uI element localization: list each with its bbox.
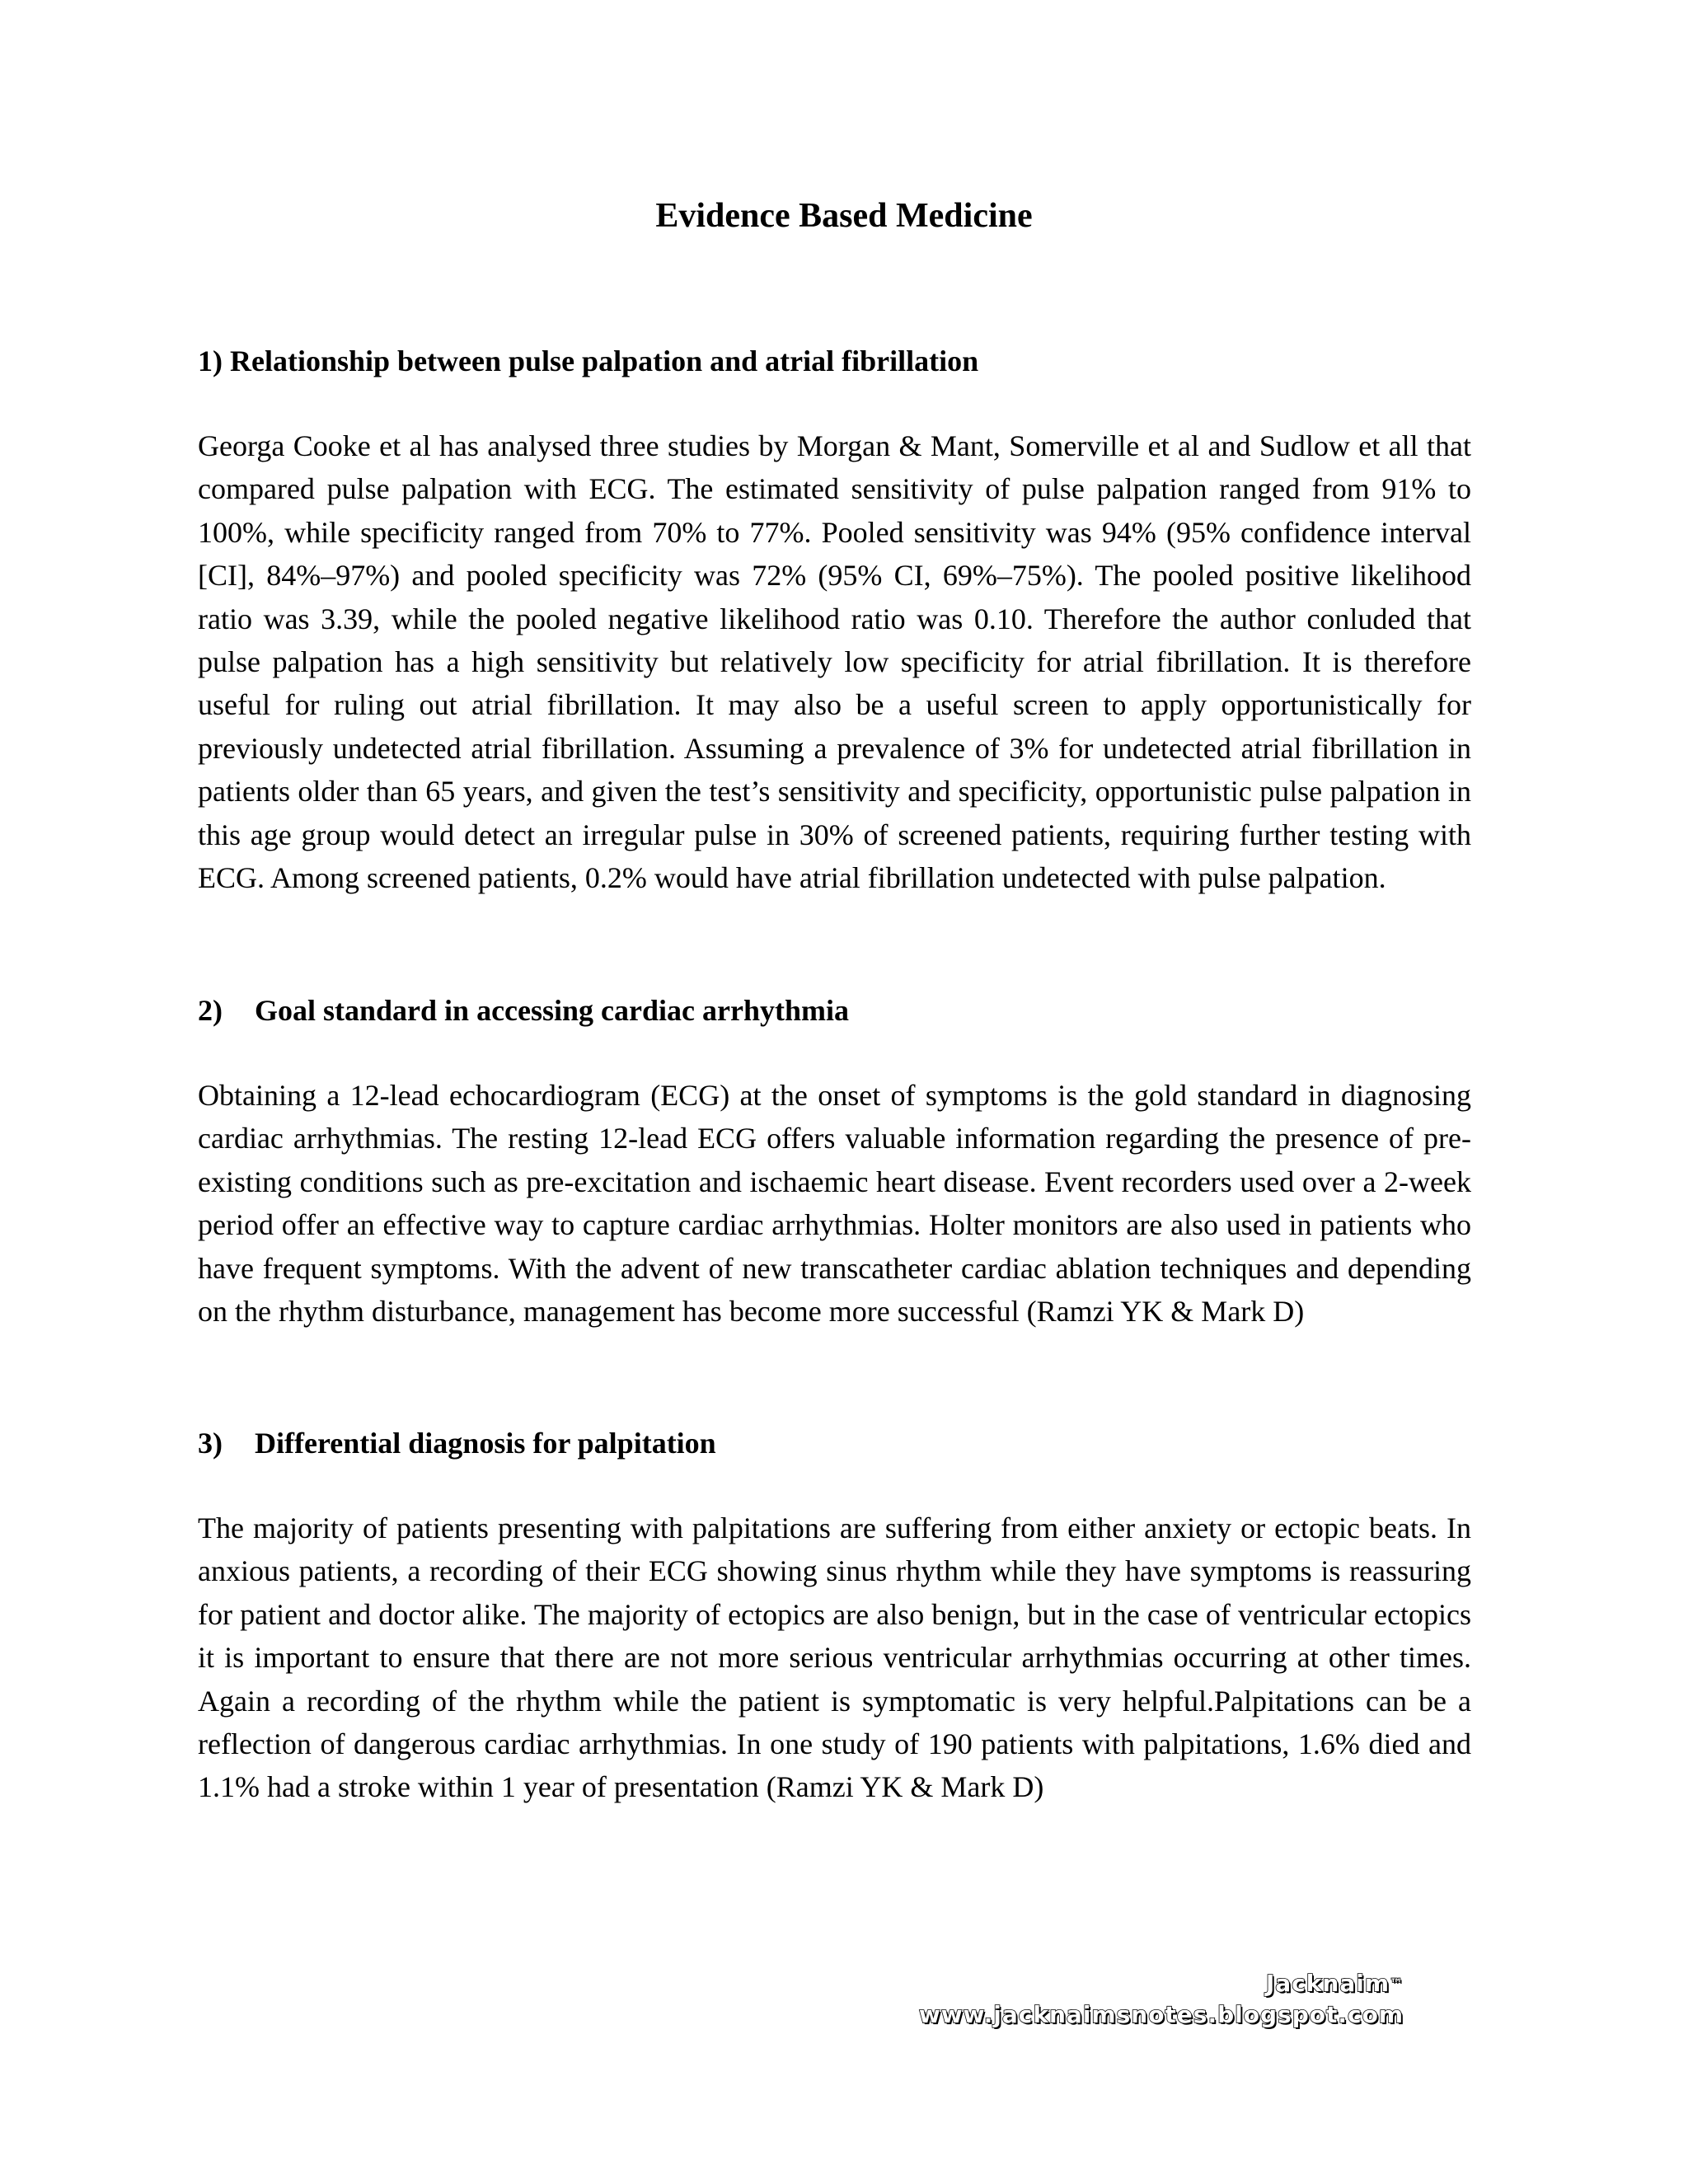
brand-website[interactable]: www.jacknaimsnotes.blogspot.com: [918, 2001, 1404, 2028]
section-body-2: Obtaining a 12-lead echocardiogram (ECG) at the onset of symptoms is the gold standard in diagnosing cardiac arrhythmias. The resting 12-lead ECG offers valuable information regarding the presence of pre-existing conditions such as pre-excitation and ischaemic heart disease. Event recorders used over a 2-week period offer an effective way to capture cardiac arrhythmias. Holter monitors are also used in patients who have frequent symptoms. With the advent of new transcatheter cardiac ablation techniques and depending on the rhythm disturbance, management has become more successful (Ramzi YK & Mark D): [198, 1079, 1471, 1329]
brand-name: Jacknaim: [1265, 1970, 1390, 1997]
section-heading-1: [198, 340, 1484, 382]
section-number-1: 1): [198, 344, 223, 377]
section-title-1: Relationship between pulse palpation and atrial fibrillation: [230, 344, 979, 377]
section-number-3: 3): [198, 1427, 223, 1460]
section-title-3: Differential diagnosis for palpitation: [255, 1427, 716, 1460]
section-heading-3: [198, 1422, 1484, 1465]
section-number-2: 2): [198, 994, 223, 1027]
document-title: Evidence Based Medicine: [655, 197, 1033, 235]
section-body-1: Georga Cooke et al has analysed three studies by Morgan & Mant, Somerville et al and Sudlow et all that compared pulse palpation with ECG. The estimated sensitivity of pulse palpation ranged from 91% to 100%, while specificity ranged from 70% to 77%. Pooled sensitivity was 94% (95% confidence interval [CI], 84%–97%) and pooled specificity was 72% (95% CI, 69%–75%). The pooled positive likelihood ratio was 3.39, while the pooled negative likelihood ratio was 0.10. Therefore the author conluded that pulse palpation has a high sensitivity but relatively low specificity for atrial fibrillation. It is therefore useful for ruling out atrial fibrillation. It may also be a useful screen to apply opportunistically for previously undetected atrial fibrillation. Assuming a prevalence of 3% for undetected atrial fibrillation in patients older than 65 years, and given the test’s sensitivity and specificity, opportunistic pulse palpation in this age group would detect an irregular pulse in 30% of screened patients, requiring further testing with ECG. Among screened patients, 0.2% would have atrial fibrillation undetected with pulse palpation.: [198, 429, 1471, 895]
section-title-2: Goal standard in accessing cardiac arrhythmia: [255, 994, 849, 1027]
brand-name-line: [919, 1968, 1404, 1999]
section-heading-2: [198, 989, 1484, 1032]
footer-brand: [919, 1968, 1404, 2031]
trademark-symbol: ™: [1390, 1975, 1404, 1991]
section-body-3: The majority of patients presenting with palpitations are suffering from either anxiety or ectopic beats. In anxious patients, a recording of their ECG showing sinus rhythm while they have symptoms is reassuring for patient and doctor alike. The majority of ectopics are also benign, but in the case of ventricular ectopics it is important to ensure that there are not more serious ventricular arrhythmias occurring at other times. Again a recording of the rhythm while the patient is symptomatic is very helpful.Palpitations can be a reflection of dangerous cardiac arrhythmias. In one study of 190 patients with palpitations, 1.6% died and 1.1% had a stroke within 1 year of presentation (Ramzi YK & Mark D): [198, 1511, 1471, 1804]
